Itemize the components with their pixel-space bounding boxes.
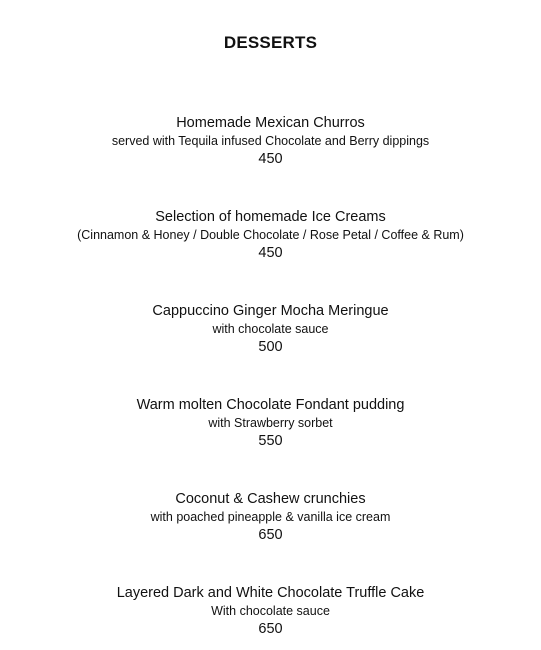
menu-item <box>0 396 541 451</box>
dessert-description: (Cinnamon & Honey / Double Chocolate / Rose Petal / Coffee & Rum) <box>77 228 464 242</box>
dessert-name: Homemade Mexican Churros <box>176 115 365 131</box>
dessert-price: 500 <box>258 339 283 355</box>
dessert-name: Selection of homemade Ice Creams <box>155 209 386 225</box>
menu-item <box>0 114 541 169</box>
dessert-price: 650 <box>258 527 283 543</box>
dessert-description: with chocolate sauce <box>212 322 329 336</box>
dessert-name: Warm molten Chocolate Fondant pudding <box>136 397 405 413</box>
menu-item <box>0 584 541 639</box>
menu-title: DESSERTS <box>223 33 318 52</box>
dessert-price: 450 <box>258 245 283 261</box>
menu-item <box>0 208 541 263</box>
dessert-price: 650 <box>258 621 283 637</box>
dessert-description: served with Tequila infused Chocolate and Berry dippings <box>111 134 430 148</box>
dessert-name: Cappuccino Ginger Mocha Meringue <box>152 303 389 319</box>
dessert-description: with poached pineapple & vanilla ice cream <box>150 510 391 524</box>
dessert-price: 550 <box>258 433 283 449</box>
dessert-description: with Strawberry sorbet <box>208 416 333 430</box>
dessert-description: With chocolate sauce <box>211 604 330 618</box>
menu-item <box>0 490 541 545</box>
menu-item <box>0 302 541 357</box>
dessert-name: Coconut & Cashew crunchies <box>175 491 366 507</box>
dessert-name: Layered Dark and White Chocolate Truffle Cake <box>116 585 425 601</box>
dessert-price: 450 <box>258 151 283 167</box>
